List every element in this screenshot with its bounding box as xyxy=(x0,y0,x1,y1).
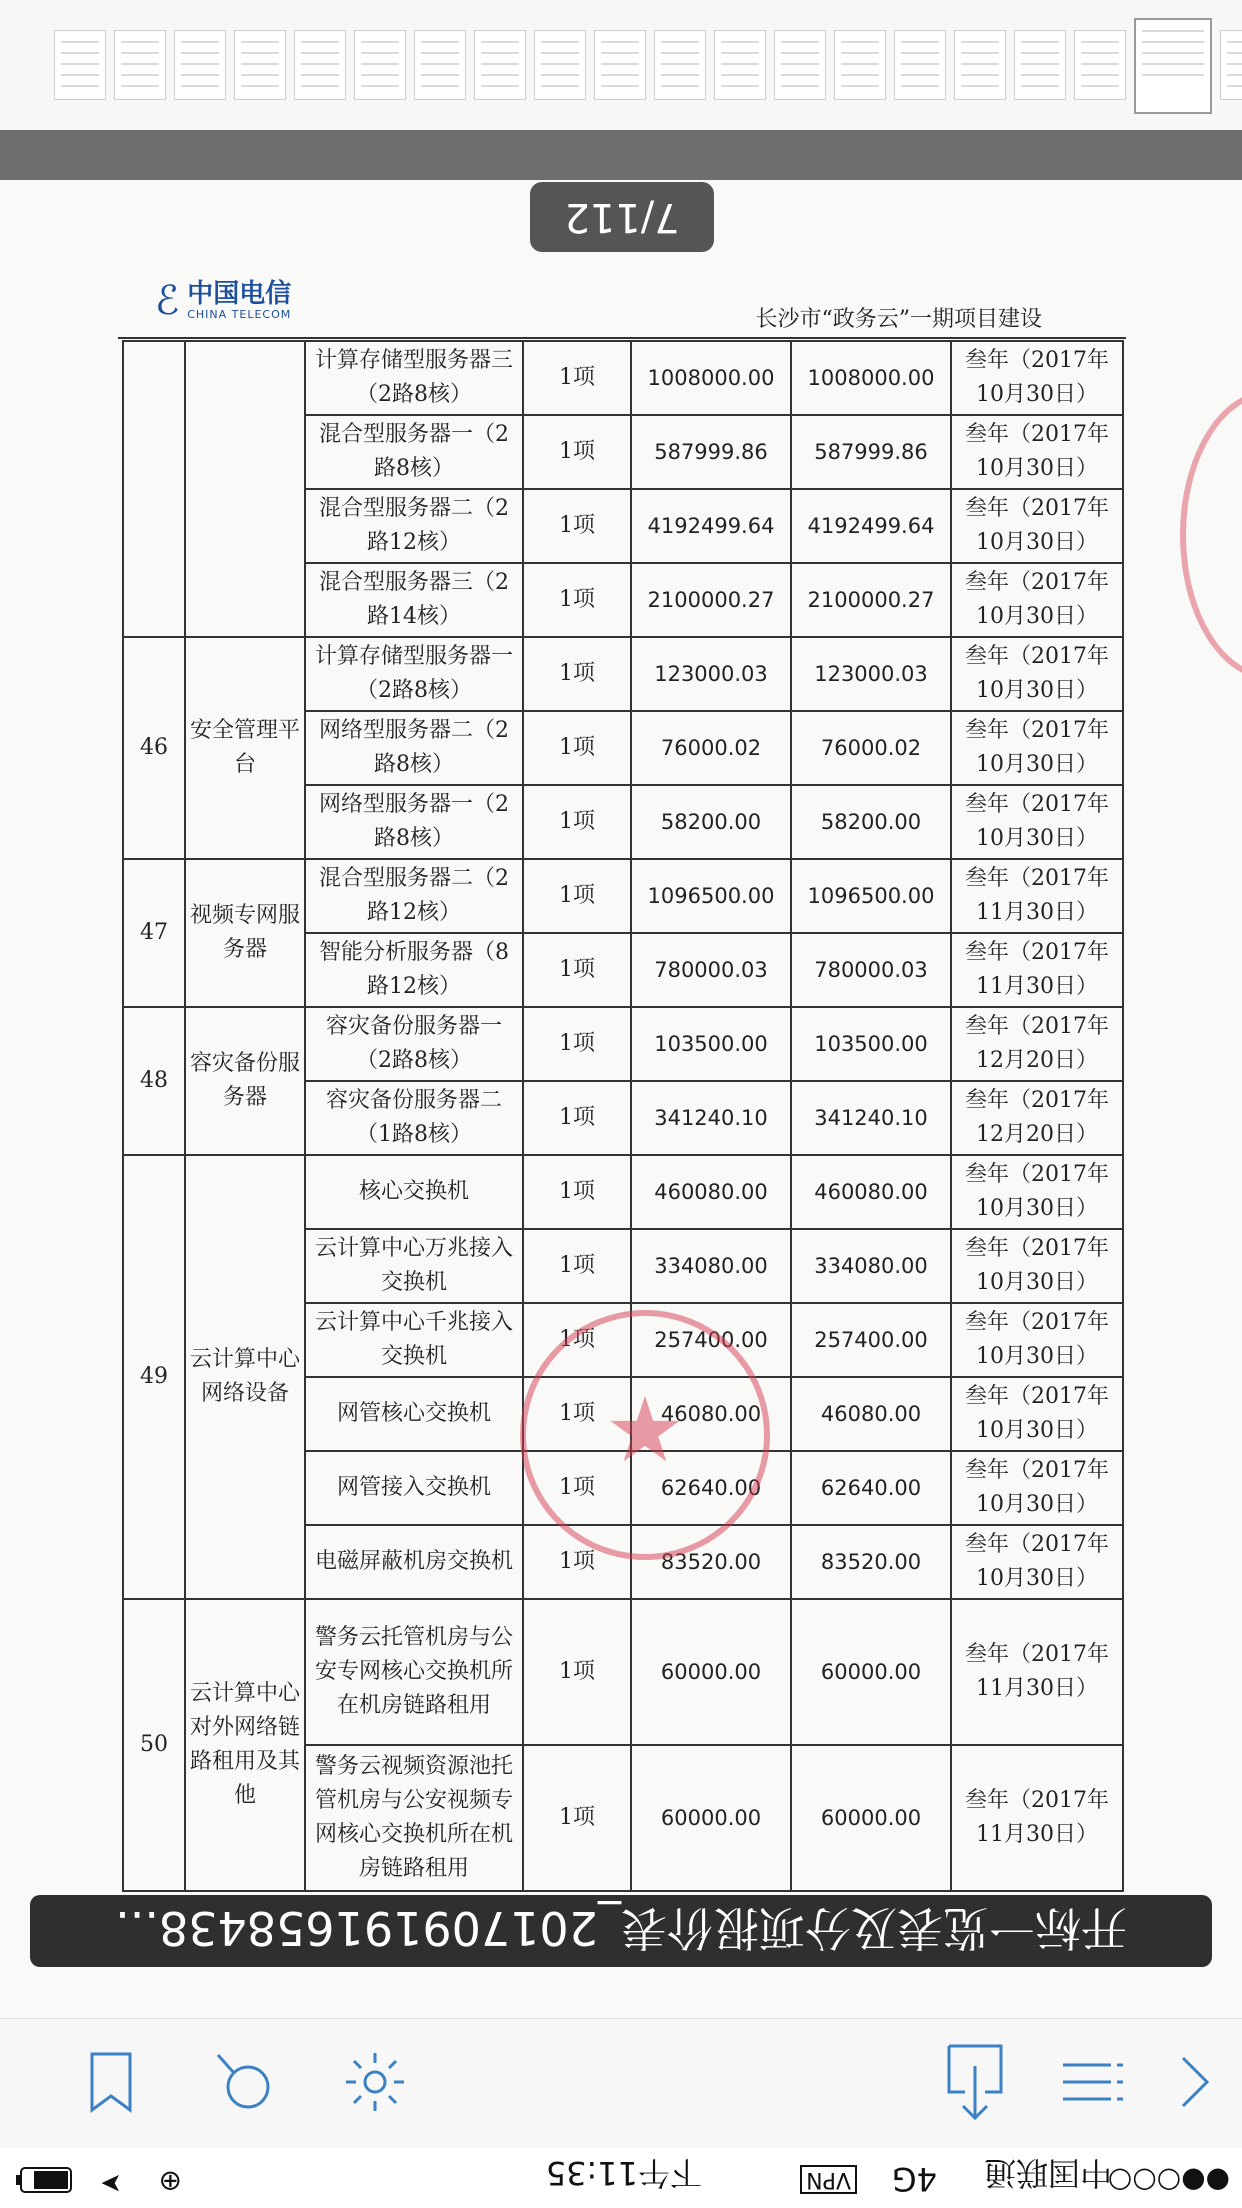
logo-en: CHINA TELECOM xyxy=(187,308,292,321)
cell-category: 容灾备份服务器 xyxy=(185,1007,305,1155)
cell-qty: 1项 xyxy=(523,1745,631,1891)
thumbnail-strip[interactable] xyxy=(0,0,1242,130)
cell-item: 混合型服务器二（2路12核） xyxy=(305,859,523,933)
cell-qty: 1项 xyxy=(523,1155,631,1229)
cell-qty: 1项 xyxy=(523,711,631,785)
cell-qty: 1项 xyxy=(523,563,631,637)
cell-unit-price: 103500.00 xyxy=(631,1007,791,1081)
cell-item: 混合型服务器二（2路12核） xyxy=(305,489,523,563)
bookmark-icon[interactable] xyxy=(76,2047,146,2117)
cell-date: 叁年（2017年10月30日） xyxy=(951,1525,1123,1599)
cell-total: 1096500.00 xyxy=(791,859,951,933)
page-thumbnail[interactable] xyxy=(474,30,526,100)
cell-category: 云计算中心网络设备 xyxy=(185,1155,305,1599)
cell-total: 123000.03 xyxy=(791,637,951,711)
china-telecom-logo xyxy=(155,277,292,324)
header-rule xyxy=(118,337,1126,339)
battery-icon xyxy=(14,2158,72,2196)
cell-item: 网络型服务器二（2路8核） xyxy=(305,711,523,785)
cell-unit-price: 62640.00 xyxy=(631,1451,791,1525)
top-bar xyxy=(0,130,1242,180)
cell-total: 334080.00 xyxy=(791,1229,951,1303)
cell-qty: 1项 xyxy=(523,1229,631,1303)
cell-total: 2100000.27 xyxy=(791,563,951,637)
cell-date: 叁年（2017年10月30日） xyxy=(951,341,1123,415)
cell-date: 叁年（2017年10月30日） xyxy=(951,1451,1123,1525)
page-thumbnail[interactable] xyxy=(834,30,886,100)
next-icon[interactable] xyxy=(1160,2047,1230,2117)
cell-category: 安全管理平台 xyxy=(185,637,305,859)
cell-unit-price: 58200.00 xyxy=(631,785,791,859)
cell-unit-price: 460080.00 xyxy=(631,1155,791,1229)
cell-total: 780000.03 xyxy=(791,933,951,1007)
page-thumbnail[interactable] xyxy=(294,30,346,100)
page-thumbnail[interactable] xyxy=(654,30,706,100)
cell-date: 叁年（2017年12月20日） xyxy=(951,1081,1123,1155)
cell-qty: 1项 xyxy=(523,415,631,489)
cell-item: 计算存储型服务器三（2路8核） xyxy=(305,341,523,415)
cell-date: 叁年（2017年10月30日） xyxy=(951,1229,1123,1303)
cell-qty: 1项 xyxy=(523,1377,631,1451)
cell-total: 62640.00 xyxy=(791,1451,951,1525)
company-seal xyxy=(520,1310,770,1560)
page-thumbnail[interactable] xyxy=(114,30,166,100)
cell-item: 警务云托管机房与公安专网核心交换机所在机房链路租用 xyxy=(305,1599,523,1745)
signal-strength: ●●○○○ xyxy=(1107,2165,1230,2198)
page-thumbnail[interactable] xyxy=(174,30,226,100)
cell-item: 容灾备份服务器二（1路8核） xyxy=(305,1081,523,1155)
cell-unit-price: 83520.00 xyxy=(631,1525,791,1599)
cell-date: 叁年（2017年10月30日） xyxy=(951,1377,1123,1451)
cell-unit-price: 60000.00 xyxy=(631,1745,791,1891)
cell-item: 容灾备份服务器一（2路8核） xyxy=(305,1007,523,1081)
cell-date: 叁年（2017年10月30日） xyxy=(951,637,1123,711)
cell-qty: 1项 xyxy=(523,1599,631,1745)
bottom-toolbar xyxy=(0,2018,1242,2149)
page-thumbnail[interactable] xyxy=(1014,30,1066,100)
cell-date: 叁年（2017年11月30日） xyxy=(951,1599,1123,1745)
cell-qty: 1项 xyxy=(523,933,631,1007)
project-title: 长沙市“政务云”一期项目建设 xyxy=(755,307,1042,332)
cell-unit-price: 60000.00 xyxy=(631,1599,791,1745)
cell-date: 叁年（2017年11月30日） xyxy=(951,859,1123,933)
page-thumbnail[interactable] xyxy=(594,30,646,100)
cell-unit-price: 2100000.27 xyxy=(631,563,791,637)
download-icon[interactable] xyxy=(940,2047,1010,2117)
page-thumbnail[interactable] xyxy=(354,30,406,100)
cell-unit-price: 76000.02 xyxy=(631,711,791,785)
cell-total: 83520.00 xyxy=(791,1525,951,1599)
cell-unit-price: 587999.86 xyxy=(631,415,791,489)
table-row xyxy=(123,1007,1123,1081)
cell-date: 叁年（2017年10月30日） xyxy=(951,711,1123,785)
cell-item: 网管接入交换机 xyxy=(305,1451,523,1525)
cell-qty: 1项 xyxy=(523,1081,631,1155)
page-thumbnail[interactable] xyxy=(1134,18,1212,114)
vpn-badge: VPN xyxy=(800,2165,857,2194)
quotation-table xyxy=(122,340,1124,1892)
cell-total: 76000.02 xyxy=(791,711,951,785)
cell-date: 叁年（2017年11月30日） xyxy=(951,933,1123,1007)
network-type: 4G xyxy=(891,2160,937,2198)
filename-banner: 开标一览表及分项报价表_20170919165843​8... xyxy=(30,1895,1212,1967)
cell-no: 46 xyxy=(123,637,185,859)
cell-category: 视频专网服务器 xyxy=(185,859,305,1007)
cell-no: 50 xyxy=(123,1599,185,1891)
cell-unit-price: 1008000.00 xyxy=(631,341,791,415)
cell-qty: 1项 xyxy=(523,1451,631,1525)
cell-qty: 1项 xyxy=(523,785,631,859)
search-icon[interactable] xyxy=(210,2047,280,2117)
cell-date: 叁年（2017年12月20日） xyxy=(951,1007,1123,1081)
cell-total: 4192499.64 xyxy=(791,489,951,563)
cell-total: 46080.00 xyxy=(791,1377,951,1451)
cell-item: 云计算中心万兆接入交换机 xyxy=(305,1229,523,1303)
document-page[interactable] xyxy=(0,180,1242,2018)
page-thumbnail[interactable] xyxy=(774,30,826,100)
table-row xyxy=(123,637,1123,711)
logo-cn: 中国电信 xyxy=(187,279,292,309)
cell-total: 257400.00 xyxy=(791,1303,951,1377)
cell-total: 103500.00 xyxy=(791,1007,951,1081)
location-icon: ➤ xyxy=(100,2168,122,2198)
cell-date: 叁年（2017年10月30日） xyxy=(951,563,1123,637)
cell-item: 混合型服务器三（2路14核） xyxy=(305,563,523,637)
cell-unit-price: 780000.03 xyxy=(631,933,791,1007)
cell-qty: 1项 xyxy=(523,341,631,415)
cell-qty: 1项 xyxy=(523,489,631,563)
table-row xyxy=(123,1155,1123,1229)
cell-category: 云计算中心对外网络链路租用及其他 xyxy=(185,1599,305,1891)
cell-unit-price: 257400.00 xyxy=(631,1303,791,1377)
telecom-logo-icon: ℰ xyxy=(155,277,180,324)
carrier-name: 中国联通 xyxy=(983,2154,1112,2192)
cell-qty: 1项 xyxy=(523,859,631,933)
cell-no: 49 xyxy=(123,1155,185,1599)
page-thumbnail[interactable] xyxy=(954,30,1006,100)
page-thumbnail[interactable] xyxy=(534,30,586,100)
cell-item: 智能分析服务器（8路12核） xyxy=(305,933,523,1007)
page-thumbnail[interactable] xyxy=(414,30,466,100)
cell-unit-price: 4192499.64 xyxy=(631,489,791,563)
cell-no: 48 xyxy=(123,1007,185,1155)
seal-star-icon: ★ xyxy=(604,1378,686,1483)
clock: 下午11:35 xyxy=(545,2154,702,2192)
cell-item: 计算存储型服务器一（2路8核） xyxy=(305,637,523,711)
page-thumbnail[interactable] xyxy=(1074,30,1126,100)
partial-seal xyxy=(1180,390,1242,680)
table-row xyxy=(123,341,1123,415)
brightness-icon[interactable] xyxy=(340,2047,410,2117)
page-thumbnail[interactable] xyxy=(714,30,766,100)
cell-unit-price: 1096500.00 xyxy=(631,859,791,933)
cell-item: 电磁屏蔽机房交换机 xyxy=(305,1525,523,1599)
cell-total: 60000.00 xyxy=(791,1599,951,1745)
page-thumbnail[interactable] xyxy=(234,30,286,100)
cell-item: 核心交换机 xyxy=(305,1155,523,1229)
cell-date: 叁年（2017年10月30日） xyxy=(951,1155,1123,1229)
cell-total: 341240.10 xyxy=(791,1081,951,1155)
cell-qty: 1项 xyxy=(523,1525,631,1599)
cell-unit-price: 46080.00 xyxy=(631,1377,791,1451)
page-thumbnail[interactable] xyxy=(894,30,946,100)
cell-item: 网络型服务器一（2路8核） xyxy=(305,785,523,859)
cell-date: 叁年（2017年11月30日） xyxy=(951,1745,1123,1891)
cell-total: 460080.00 xyxy=(791,1155,951,1229)
cell-qty: 1项 xyxy=(523,637,631,711)
cell-item: 警务云视频资源池托管机房与公安视频专网核心交换机所在机房链路租用 xyxy=(305,1745,523,1891)
table-row xyxy=(123,1599,1123,1745)
cell-total: 587999.86 xyxy=(791,415,951,489)
list-icon[interactable] xyxy=(1058,2047,1128,2117)
cell-total: 60000.00 xyxy=(791,1745,951,1891)
cell-category xyxy=(185,341,305,637)
cell-item: 云计算中心千兆接入交换机 xyxy=(305,1303,523,1377)
cell-date: 叁年（2017年10月30日） xyxy=(951,785,1123,859)
cell-no: 47 xyxy=(123,859,185,1007)
cell-unit-price: 341240.10 xyxy=(631,1081,791,1155)
cell-no xyxy=(123,341,185,637)
page-thumbnail[interactable] xyxy=(54,30,106,100)
cell-date: 叁年（2017年10月30日） xyxy=(951,415,1123,489)
cell-total: 58200.00 xyxy=(791,785,951,859)
table-row xyxy=(123,859,1123,933)
cell-unit-price: 123000.03 xyxy=(631,637,791,711)
status-bar xyxy=(0,2148,1242,2208)
cell-unit-price: 334080.00 xyxy=(631,1229,791,1303)
lock-rotation-icon: ⊕ xyxy=(158,2165,182,2198)
cell-item: 网管核心交换机 xyxy=(305,1377,523,1451)
cell-date: 叁年（2017年10月30日） xyxy=(951,1303,1123,1377)
cell-total: 1008000.00 xyxy=(791,341,951,415)
cell-item: 混合型服务器一（2路8核） xyxy=(305,415,523,489)
cell-date: 叁年（2017年10月30日） xyxy=(951,489,1123,563)
page-thumbnail[interactable] xyxy=(1220,30,1242,100)
page-indicator: 7/112 xyxy=(530,182,714,252)
cell-qty: 1项 xyxy=(523,1303,631,1377)
cell-qty: 1项 xyxy=(523,1007,631,1081)
